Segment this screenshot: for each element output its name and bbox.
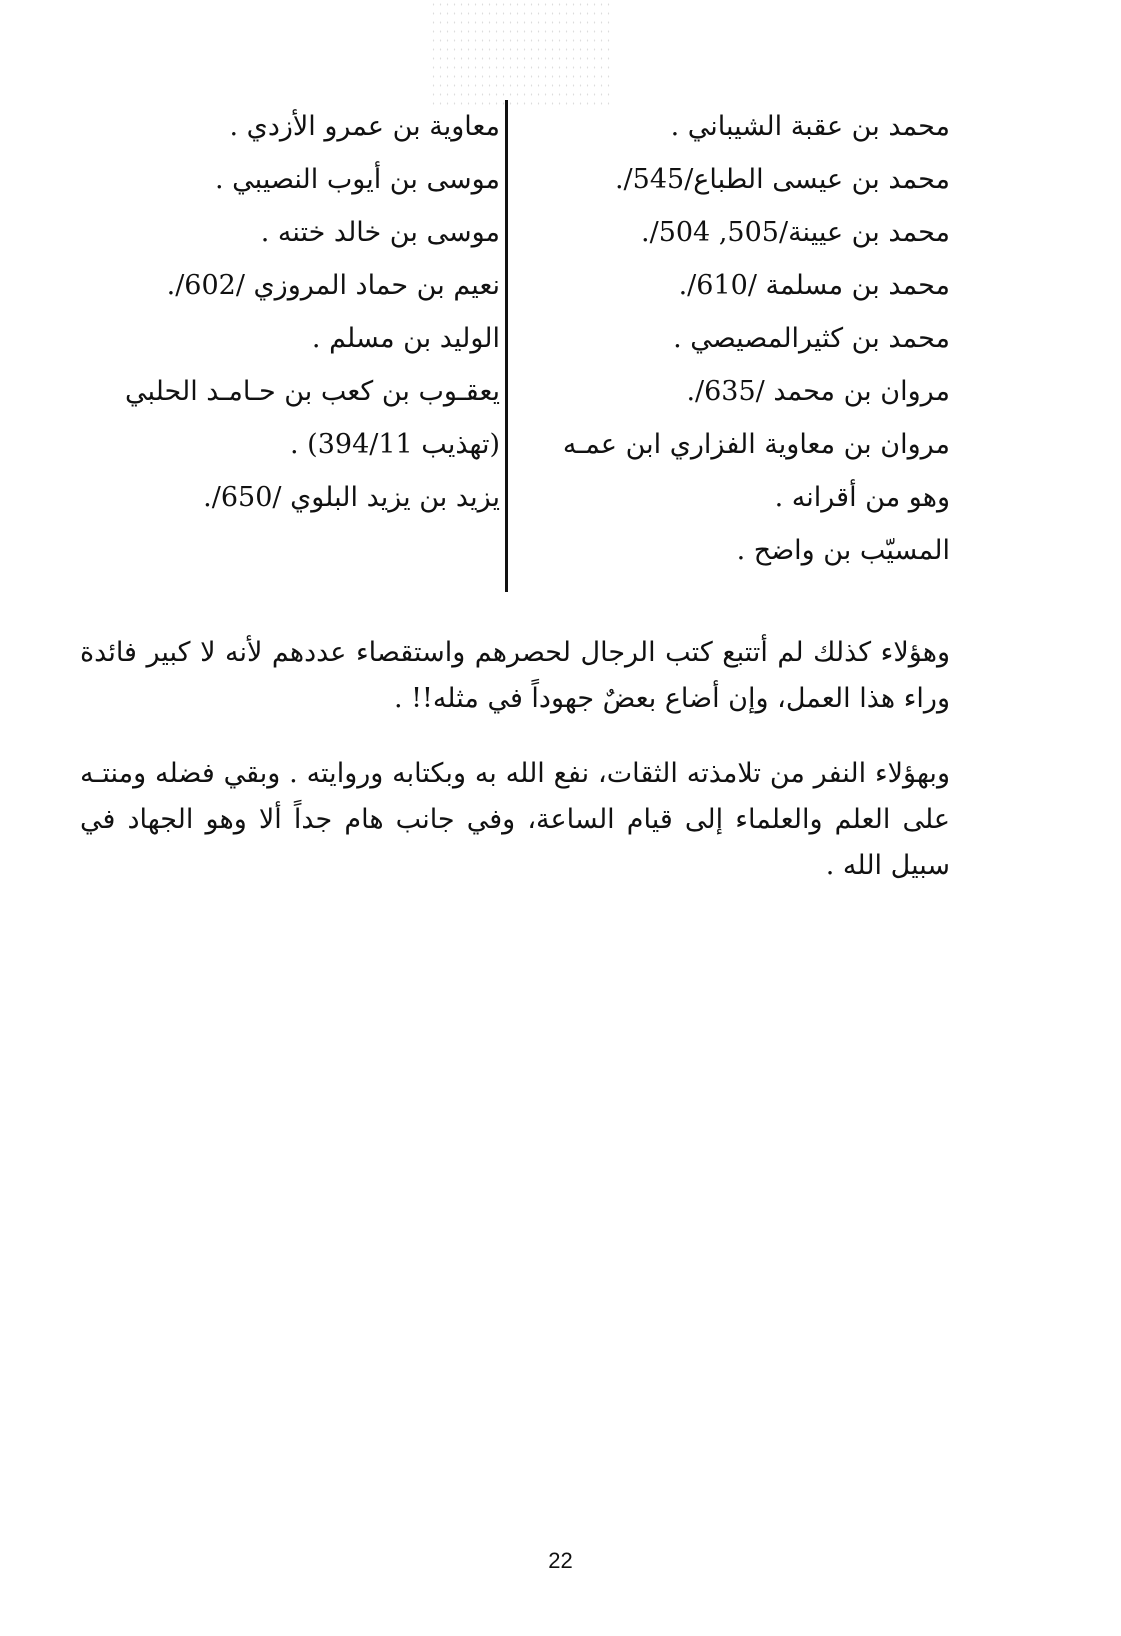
list-item: محمد بن عيينة/505, 504/. [641,217,950,248]
list-item: موسى بن أيوب النصيبي . [215,164,500,195]
list-item: محمد بن مسلمة /610/. [678,270,950,301]
list-item: يعقـوب بن كعب بن حـامـد الحلبي [124,376,500,407]
list-item: الوليد بن مسلم . [311,323,500,354]
column-divider [505,100,508,592]
list-item: المسيّب بن واضح . [736,535,950,566]
list-item: (تهذيب 394/11) . [290,429,500,460]
list-item: موسى بن خالد ختنه . [260,217,500,248]
list-item: مروان بن محمد /635/. [686,376,950,407]
page-number: 22 [548,1548,573,1573]
list-item: يزيد بن يزيد البلوي /650/. [203,482,500,513]
scan-noise [430,0,610,110]
list-item: وهو من أقرانه . [774,482,950,513]
list-item: محمد بن عقبة الشيباني . [670,111,950,142]
list-item: معاوية بن عمرو الأزدي . [229,111,500,142]
paragraph: وبهؤلاء النفر من تلامذته الثقات، نفع الله به وبكتابه وروايته . وبقي فضله ومنتـه على العلم والعلماء إلى قيام الساعة، وفي جانب هام جداً ألا وهو الجهاد في سبيل الله . [80,758,950,881]
list-item: محمد بن كثيرالمصيصي . [673,323,950,354]
left-column [80,100,500,524]
right-column [550,100,950,577]
paragraph: وهؤلاء كذلك لم أتتبع كتب الرجال لحصرهم واستقصاء عددهم لأنه لا كبير فائدة وراء هذا العمل، وإن أضاع بعضٌ جهوداً في مثله!! . [80,637,950,714]
narrator-list [80,100,950,592]
list-item: مروان بن معاوية الفزاري ابن عمـه [562,429,950,460]
list-item: نعيم بن حماد المروزي /602/. [166,270,500,301]
list-item: محمد بن عيسى الطباع/545/. [614,164,950,195]
